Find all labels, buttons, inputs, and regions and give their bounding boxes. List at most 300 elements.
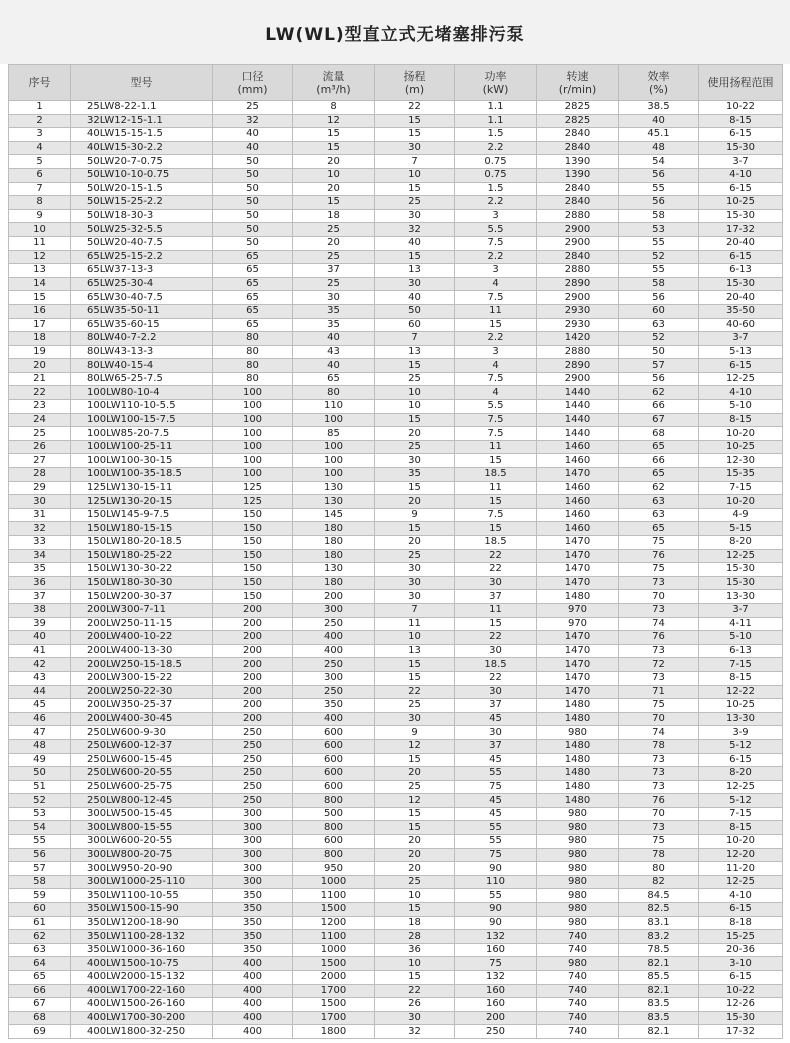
cell-efficiency: 78: [619, 739, 699, 753]
cell-model: 80LW65-25-7.5: [71, 372, 213, 386]
cell-diameter: 80: [213, 359, 293, 373]
cell-diameter: 250: [213, 753, 293, 767]
cell-diameter: 200: [213, 631, 293, 645]
cell-speed: 740: [537, 930, 619, 944]
cell-index: 33: [9, 536, 71, 550]
cell-speed: 1480: [537, 739, 619, 753]
cell-model: 80LW43-13-3: [71, 345, 213, 359]
cell-index: 47: [9, 726, 71, 740]
cell-flow: 1500: [293, 903, 375, 917]
cell-head: 32: [375, 1025, 455, 1039]
table-row: [9, 739, 783, 753]
table-row: [9, 875, 783, 889]
cell-head: 20: [375, 536, 455, 550]
cell-diameter: 200: [213, 617, 293, 631]
cell-head: 7: [375, 155, 455, 169]
table-row: [9, 345, 783, 359]
cell-speed: 1440: [537, 427, 619, 441]
table-row: [9, 128, 783, 142]
cell-head-range: 20-36: [699, 943, 783, 957]
cell-diameter: 40: [213, 141, 293, 155]
cell-efficiency: 68: [619, 427, 699, 441]
cell-efficiency: 60: [619, 304, 699, 318]
cell-flow: 8: [293, 101, 375, 115]
column-header-diameter: [213, 65, 293, 101]
cell-head-range: 6-13: [699, 644, 783, 658]
cell-flow: 1100: [293, 930, 375, 944]
cell-index: 48: [9, 739, 71, 753]
cell-speed: 1470: [537, 658, 619, 672]
cell-diameter: 400: [213, 971, 293, 985]
cell-head-range: 3-7: [699, 155, 783, 169]
cell-model: 200LW300-7-11: [71, 603, 213, 617]
cell-speed: 740: [537, 984, 619, 998]
cell-power: 7.5: [455, 413, 537, 427]
cell-power: 75: [455, 957, 537, 971]
cell-head-range: 12-30: [699, 454, 783, 468]
cell-power: 11: [455, 304, 537, 318]
cell-head: 22: [375, 984, 455, 998]
cell-efficiency: 73: [619, 671, 699, 685]
cell-head-range: 4-9: [699, 508, 783, 522]
table-row: [9, 753, 783, 767]
cell-efficiency: 73: [619, 576, 699, 590]
cell-model: 200LW400-30-45: [71, 712, 213, 726]
table-row: [9, 250, 783, 264]
cell-model: 65LW35-50-11: [71, 304, 213, 318]
cell-efficiency: 55: [619, 264, 699, 278]
cell-flow: 65: [293, 372, 375, 386]
cell-head-range: 13-30: [699, 712, 783, 726]
cell-diameter: 65: [213, 277, 293, 291]
cell-speed: 2900: [537, 223, 619, 237]
cell-model: 100LW100-35-18.5: [71, 468, 213, 482]
cell-power: 250: [455, 1025, 537, 1039]
cell-index: 17: [9, 318, 71, 332]
table-row: [9, 617, 783, 631]
cell-index: 11: [9, 236, 71, 250]
cell-head: 15: [375, 522, 455, 536]
column-label: 效率: [647, 69, 670, 83]
cell-power: 45: [455, 712, 537, 726]
column-header-index: [9, 65, 71, 101]
cell-efficiency: 53: [619, 223, 699, 237]
table-body: [9, 101, 783, 1039]
cell-power: 110: [455, 875, 537, 889]
cell-model: 50LW18-30-3: [71, 209, 213, 223]
cell-efficiency: 56: [619, 196, 699, 210]
cell-speed: 1470: [537, 685, 619, 699]
table-row: [9, 264, 783, 278]
cell-efficiency: 63: [619, 318, 699, 332]
cell-efficiency: 54: [619, 155, 699, 169]
table-row: [9, 712, 783, 726]
cell-diameter: 300: [213, 875, 293, 889]
cell-efficiency: 72: [619, 658, 699, 672]
cell-diameter: 50: [213, 168, 293, 182]
column-unit: (r/min): [558, 82, 597, 96]
cell-index: 43: [9, 671, 71, 685]
cell-index: 24: [9, 413, 71, 427]
cell-power: 0.75: [455, 155, 537, 169]
cell-power: 30: [455, 685, 537, 699]
cell-diameter: 50: [213, 196, 293, 210]
cell-index: 35: [9, 563, 71, 577]
cell-index: 30: [9, 495, 71, 509]
cell-diameter: 200: [213, 712, 293, 726]
cell-index: 61: [9, 916, 71, 930]
cell-head-range: 4-10: [699, 386, 783, 400]
cell-head-range: 8-15: [699, 413, 783, 427]
cell-model: 100LW110-10-5.5: [71, 400, 213, 414]
table-row: [9, 644, 783, 658]
cell-efficiency: 56: [619, 291, 699, 305]
cell-head: 15: [375, 250, 455, 264]
cell-power: 160: [455, 998, 537, 1012]
cell-model: 350LW1500-15-90: [71, 903, 213, 917]
cell-speed: 1390: [537, 168, 619, 182]
cell-flow: 25: [293, 277, 375, 291]
cell-power: 45: [455, 807, 537, 821]
cell-efficiency: 76: [619, 631, 699, 645]
table-row: [9, 468, 783, 482]
cell-model: 200LW350-25-37: [71, 699, 213, 713]
cell-model: 150LW180-20-18.5: [71, 536, 213, 550]
cell-head-range: 10-20: [699, 427, 783, 441]
cell-diameter: 300: [213, 821, 293, 835]
cell-diameter: 350: [213, 930, 293, 944]
table-row: [9, 930, 783, 944]
cell-speed: 1480: [537, 699, 619, 713]
cell-speed: 2840: [537, 141, 619, 155]
cell-model: 125LW130-20-15: [71, 495, 213, 509]
cell-flow: 800: [293, 794, 375, 808]
cell-index: 2: [9, 114, 71, 128]
cell-index: 66: [9, 984, 71, 998]
cell-diameter: 50: [213, 155, 293, 169]
cell-efficiency: 83.1: [619, 916, 699, 930]
cell-diameter: 100: [213, 413, 293, 427]
table-row: [9, 101, 783, 115]
cell-speed: 2900: [537, 372, 619, 386]
cell-flow: 600: [293, 753, 375, 767]
cell-head: 10: [375, 386, 455, 400]
cell-diameter: 350: [213, 889, 293, 903]
table-row: [9, 209, 783, 223]
header-row: [9, 65, 783, 101]
cell-model: 40LW15-30-2.2: [71, 141, 213, 155]
cell-head-range: 15-30: [699, 141, 783, 155]
cell-flow: 400: [293, 631, 375, 645]
cell-head-range: 10-22: [699, 101, 783, 115]
column-unit: (%): [648, 82, 669, 96]
cell-head: 15: [375, 182, 455, 196]
cell-speed: 1470: [537, 631, 619, 645]
table-row: [9, 400, 783, 414]
column-unit: (kW): [482, 82, 509, 96]
cell-model: 200LW250-15-18.5: [71, 658, 213, 672]
cell-head-range: 5-15: [699, 522, 783, 536]
cell-power: 45: [455, 794, 537, 808]
cell-flow: 85: [293, 427, 375, 441]
cell-efficiency: 73: [619, 753, 699, 767]
cell-efficiency: 82.1: [619, 957, 699, 971]
cell-speed: 980: [537, 916, 619, 930]
cell-index: 3: [9, 128, 71, 142]
cell-model: 50LW20-15-1.5: [71, 182, 213, 196]
cell-head-range: 5-10: [699, 400, 783, 414]
cell-flow: 250: [293, 617, 375, 631]
column-header-head: [375, 65, 455, 101]
cell-diameter: 32: [213, 114, 293, 128]
cell-model: 350LW1000-36-160: [71, 943, 213, 957]
cell-speed: 2900: [537, 291, 619, 305]
cell-head: 10: [375, 631, 455, 645]
cell-head-range: 12-25: [699, 875, 783, 889]
column-header-power: [455, 65, 537, 101]
cell-flow: 300: [293, 671, 375, 685]
table-row: [9, 916, 783, 930]
cell-head: 15: [375, 128, 455, 142]
cell-head: 25: [375, 699, 455, 713]
cell-power: 1.1: [455, 101, 537, 115]
cell-efficiency: 83.2: [619, 930, 699, 944]
cell-speed: 1460: [537, 522, 619, 536]
cell-flow: 1500: [293, 998, 375, 1012]
cell-flow: 950: [293, 862, 375, 876]
cell-efficiency: 75: [619, 835, 699, 849]
cell-speed: 1470: [537, 549, 619, 563]
cell-head-range: 20-40: [699, 291, 783, 305]
cell-efficiency: 66: [619, 454, 699, 468]
cell-head: 7: [375, 332, 455, 346]
cell-diameter: 40: [213, 128, 293, 142]
cell-head-range: 17-32: [699, 1025, 783, 1039]
cell-power: 11: [455, 603, 537, 617]
cell-diameter: 350: [213, 903, 293, 917]
cell-flow: 1200: [293, 916, 375, 930]
cell-head: 25: [375, 549, 455, 563]
cell-flow: 1500: [293, 957, 375, 971]
cell-power: 37: [455, 590, 537, 604]
cell-flow: 40: [293, 359, 375, 373]
cell-head: 15: [375, 671, 455, 685]
cell-index: 56: [9, 848, 71, 862]
cell-speed: 2880: [537, 264, 619, 278]
cell-diameter: 125: [213, 481, 293, 495]
cell-head-range: 6-15: [699, 359, 783, 373]
cell-speed: 1470: [537, 576, 619, 590]
cell-speed: 980: [537, 807, 619, 821]
table-row: [9, 971, 783, 985]
cell-head-range: 40-60: [699, 318, 783, 332]
cell-model: 150LW200-30-37: [71, 590, 213, 604]
cell-head: 20: [375, 495, 455, 509]
cell-speed: 980: [537, 835, 619, 849]
table-row: [9, 767, 783, 781]
cell-diameter: 80: [213, 345, 293, 359]
cell-flow: 145: [293, 508, 375, 522]
cell-model: 25LW8-22-1.1: [71, 101, 213, 115]
cell-flow: 600: [293, 780, 375, 794]
cell-power: 15: [455, 318, 537, 332]
cell-efficiency: 82.5: [619, 903, 699, 917]
cell-power: 18.5: [455, 468, 537, 482]
table-row: [9, 454, 783, 468]
cell-power: 30: [455, 726, 537, 740]
cell-speed: 2880: [537, 209, 619, 223]
cell-model: 250LW600-9-30: [71, 726, 213, 740]
cell-model: 400LW1700-22-160: [71, 984, 213, 998]
cell-speed: 2840: [537, 196, 619, 210]
table-row: [9, 549, 783, 563]
cell-speed: 2890: [537, 277, 619, 291]
cell-efficiency: 52: [619, 250, 699, 264]
cell-head-range: 5-12: [699, 739, 783, 753]
table-row: [9, 114, 783, 128]
cell-index: 4: [9, 141, 71, 155]
cell-efficiency: 78: [619, 848, 699, 862]
cell-power: 11: [455, 481, 537, 495]
cell-head-range: 6-15: [699, 903, 783, 917]
cell-flow: 350: [293, 699, 375, 713]
cell-model: 100LW100-30-15: [71, 454, 213, 468]
cell-flow: 35: [293, 304, 375, 318]
cell-index: 60: [9, 903, 71, 917]
cell-diameter: 100: [213, 454, 293, 468]
cell-diameter: 200: [213, 658, 293, 672]
cell-diameter: 200: [213, 603, 293, 617]
table-row: [9, 685, 783, 699]
cell-flow: 1000: [293, 943, 375, 957]
column-label: 转速: [566, 69, 589, 83]
cell-index: 18: [9, 332, 71, 346]
cell-model: 80LW40-7-2.2: [71, 332, 213, 346]
cell-index: 20: [9, 359, 71, 373]
cell-index: 69: [9, 1025, 71, 1039]
cell-model: 300LW600-20-55: [71, 835, 213, 849]
cell-index: 19: [9, 345, 71, 359]
cell-head-range: 7-15: [699, 807, 783, 821]
cell-diameter: 150: [213, 522, 293, 536]
cell-speed: 740: [537, 943, 619, 957]
cell-speed: 740: [537, 998, 619, 1012]
table-row: [9, 168, 783, 182]
column-label: 流量: [322, 69, 345, 83]
cell-power: 22: [455, 563, 537, 577]
cell-index: 37: [9, 590, 71, 604]
cell-efficiency: 56: [619, 372, 699, 386]
cell-index: 10: [9, 223, 71, 237]
cell-diameter: 50: [213, 182, 293, 196]
cell-head: 18: [375, 916, 455, 930]
cell-index: 53: [9, 807, 71, 821]
cell-head: 36: [375, 943, 455, 957]
cell-head: 15: [375, 114, 455, 128]
cell-head-range: 3-10: [699, 957, 783, 971]
table-row: [9, 807, 783, 821]
cell-flow: 300: [293, 603, 375, 617]
cell-flow: 20: [293, 182, 375, 196]
cell-efficiency: 74: [619, 617, 699, 631]
cell-diameter: 65: [213, 250, 293, 264]
table-row: [9, 699, 783, 713]
column-label: 使用扬程范围: [707, 76, 774, 89]
cell-head-range: 15-30: [699, 563, 783, 577]
cell-head: 11: [375, 617, 455, 631]
cell-diameter: 400: [213, 1025, 293, 1039]
cell-flow: 35: [293, 318, 375, 332]
column-label: 口径: [241, 69, 264, 83]
cell-power: 132: [455, 971, 537, 985]
cell-head-range: 6-15: [699, 971, 783, 985]
cell-model: 100LW100-25-11: [71, 440, 213, 454]
cell-model: 50LW15-25-2.2: [71, 196, 213, 210]
cell-head-range: 12-22: [699, 685, 783, 699]
cell-head: 20: [375, 835, 455, 849]
cell-model: 150LW130-30-22: [71, 563, 213, 577]
cell-index: 23: [9, 400, 71, 414]
cell-power: 1.1: [455, 114, 537, 128]
cell-speed: 1440: [537, 413, 619, 427]
cell-flow: 15: [293, 141, 375, 155]
cell-head: 25: [375, 372, 455, 386]
cell-power: 4: [455, 277, 537, 291]
cell-speed: 1480: [537, 590, 619, 604]
cell-diameter: 25: [213, 101, 293, 115]
cell-efficiency: 65: [619, 522, 699, 536]
cell-head: 10: [375, 400, 455, 414]
cell-head: 30: [375, 712, 455, 726]
table-row: [9, 576, 783, 590]
cell-flow: 180: [293, 549, 375, 563]
cell-flow: 200: [293, 590, 375, 604]
table-row: [9, 304, 783, 318]
cell-speed: 980: [537, 957, 619, 971]
cell-speed: 1480: [537, 712, 619, 726]
cell-power: 15: [455, 617, 537, 631]
cell-diameter: 400: [213, 998, 293, 1012]
cell-index: 13: [9, 264, 71, 278]
cell-head: 15: [375, 413, 455, 427]
cell-efficiency: 70: [619, 807, 699, 821]
cell-diameter: 350: [213, 943, 293, 957]
cell-index: 5: [9, 155, 71, 169]
cell-efficiency: 75: [619, 536, 699, 550]
table-row: [9, 536, 783, 550]
cell-model: 150LW180-15-15: [71, 522, 213, 536]
cell-flow: 130: [293, 563, 375, 577]
column-header-efficiency: [619, 65, 699, 101]
cell-diameter: 150: [213, 563, 293, 577]
cell-efficiency: 76: [619, 549, 699, 563]
cell-speed: 1460: [537, 481, 619, 495]
cell-diameter: 65: [213, 304, 293, 318]
cell-power: 90: [455, 903, 537, 917]
cell-model: 65LW25-15-2.2: [71, 250, 213, 264]
cell-power: 55: [455, 821, 537, 835]
cell-speed: 2840: [537, 128, 619, 142]
table-row: [9, 794, 783, 808]
cell-power: 200: [455, 1011, 537, 1025]
cell-efficiency: 76: [619, 794, 699, 808]
table-row: [9, 291, 783, 305]
cell-head-range: 12-26: [699, 998, 783, 1012]
cell-model: 80LW40-15-4: [71, 359, 213, 373]
column-unit: (m³/h): [316, 82, 351, 96]
cell-head-range: 7-15: [699, 658, 783, 672]
cell-speed: 740: [537, 971, 619, 985]
